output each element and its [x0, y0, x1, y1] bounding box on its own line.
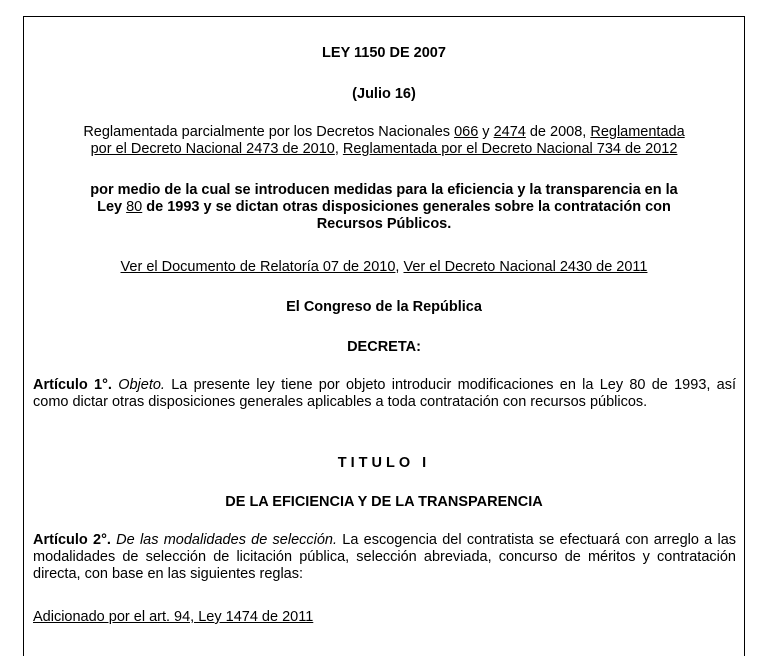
relatoria-link[interactable]: Ver el Documento de Relatoría 07 de 2010: [120, 259, 396, 275]
law-purpose: [23, 182, 745, 233]
decree-2430-link[interactable]: Ver el Decreto Nacional 2430 de 2011: [403, 259, 648, 275]
decree-066-link[interactable]: 066: [454, 124, 479, 140]
article-1-label: Artículo 1°.: [33, 377, 112, 393]
article-2: [33, 532, 736, 583]
article-1-text: La presente ley tiene por objeto introducir modificaciones en la Ley 80 de 1993, así como dictar otras disposiciones generales aplicables a toda contratación con recursos públicos.: [33, 377, 737, 410]
regulation-text-d: ,: [334, 141, 343, 157]
article-1-name: Objeto.: [118, 377, 165, 393]
regulation-text-a: Reglamentada parcialmente por los Decretos Nacionales: [83, 124, 455, 140]
decree-2473-link-part2[interactable]: por el Decreto Nacional 2473 de 2010: [90, 141, 335, 157]
regulation-note: [23, 124, 745, 158]
article-2-label: Artículo 2°.: [33, 532, 111, 548]
ley-80-link[interactable]: 80: [126, 199, 143, 215]
article-1: [33, 377, 736, 411]
regulation-text-b: y: [478, 124, 494, 140]
decreta-heading: DECRETA:: [347, 339, 421, 355]
references: [23, 259, 745, 276]
decree-734-link[interactable]: Reglamentada por el Decreto Nacional 734 de 2012: [342, 141, 678, 157]
congress-heading: El Congreso de la República: [286, 299, 482, 315]
titulo-heading: TITULO I: [337, 455, 431, 471]
article-2-name: De las modalidades de selección.: [116, 532, 338, 548]
article-2-text: La escogencia del contratista se efectuará con arreglo a las modalidades de selección de licitación pública, selección abreviada, concurso de méritos y contratación directa, con base en las siguientes reglas:: [33, 532, 737, 582]
purpose-line-2a: Ley: [97, 199, 127, 215]
purpose-line-2b: de 1993 y se dictan otras disposiciones generales sobre la contratación con: [142, 199, 671, 215]
law-date: (Julio 16): [352, 86, 416, 102]
ley-1474-link[interactable]: Adicionado por el art. 94, Ley 1474 de 2011: [33, 609, 314, 625]
titulo-name: DE LA EFICIENCIA Y DE LA TRANSPARENCIA: [225, 494, 543, 510]
law-title: LEY 1150 DE 2007: [322, 45, 446, 61]
amendment-note: [33, 609, 736, 626]
references-separator: ,: [395, 259, 404, 275]
purpose-line-3: Recursos Públicos.: [316, 216, 452, 232]
decree-2474-link[interactable]: 2474: [493, 124, 526, 140]
regulation-text-c: de 2008,: [525, 124, 591, 140]
decree-2473-link-part1[interactable]: Reglamentada: [590, 124, 685, 140]
purpose-line-1: por medio de la cual se introducen medidas para la eficiencia y la transparencia en la: [90, 182, 678, 198]
